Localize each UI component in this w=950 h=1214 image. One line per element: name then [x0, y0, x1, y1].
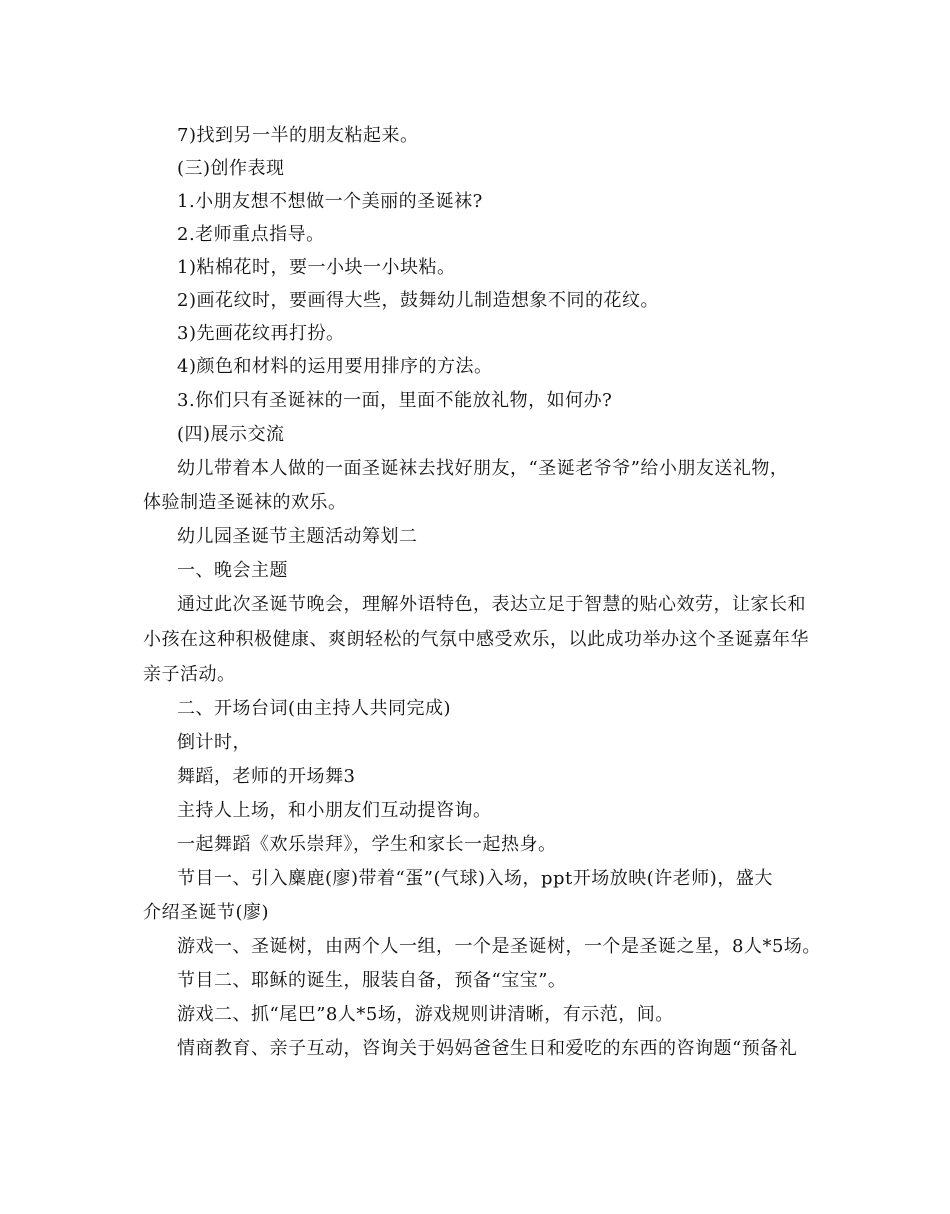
section-heading: (三)创作表现 [177, 158, 285, 179]
text-line: 2)画花纹时，要画得大些，鼓舞幼儿制造想象不同的花纹。 [177, 290, 659, 311]
text-line: 2.老师重点指导。 [177, 224, 325, 245]
text-line: 小孩在这种积极健康、爽朗轻松的气氛中感受欢乐，以此成功举办这个圣诞嘉年华 [143, 629, 809, 650]
text-line: 7)找到另一半的朋友粘起来。 [177, 125, 419, 146]
text-line: 舞蹈，老师的开场舞3 [177, 766, 356, 787]
text-line: 幼儿带着本人做的一面圣诞袜去找好朋友，“圣诞老爷爷”给小朋友送礼物， [177, 458, 789, 479]
text-line: 一起舞蹈《欢乐崇拜》，学生和家长一起热身。 [177, 834, 557, 855]
text-line: 3.你们只有圣诞袜的一面，里面不能放礼物，如何办? [177, 390, 613, 411]
text-line: 游戏一、圣诞树，由两个人一组，一个是圣诞树，一个是圣诞之星，8人*5场。 [177, 936, 821, 957]
text-line: 情商教育、亲子互动，咨询关于妈妈爸爸生日和爱吃的东西的咨询题“预备礼 [177, 1038, 798, 1059]
section-heading: 二、开场台词(由主持人共同完成) [177, 698, 452, 719]
text-line: 1)粘棉花时，要一小块一小块粘。 [177, 257, 456, 278]
text-line: 介绍圣诞节(廖) [143, 902, 270, 923]
text-line: 游戏二、抓“尾巴”8人*5场，游戏规则讲清晰，有示范，间。 [177, 1004, 674, 1025]
text-line: 1.小朋友想不想做一个美丽的圣诞袜? [177, 191, 483, 212]
text-line: 体验制造圣诞袜的欢乐。 [143, 492, 347, 513]
text-line: 亲子活动。 [143, 664, 236, 685]
text-line: 3)先画花纹再打扮。 [177, 323, 345, 344]
section-heading: (四)展示交流 [177, 424, 285, 445]
text-line: 通过此次圣诞节晚会，理解外语特色，表达立足于智慧的贴心效劳，让家长和 [177, 594, 806, 615]
text-line: 主持人上场，和小朋友们互动提咨询。 [177, 800, 492, 821]
section-heading: 一、晚会主题 [177, 560, 288, 581]
text-line: 4)颜色和材料的运用要用排序的方法。 [177, 356, 493, 377]
text-line: 倒计时， [177, 732, 251, 753]
text-line: 节目二、耶稣的诞生，服装自备，预备“宝宝”。 [177, 970, 567, 991]
text-line: 节目一、引入麋鹿(廖)带着“蛋”(气球)入场，ppt开场放映(许老师)，盛大 [177, 868, 773, 889]
document-title: 幼儿园圣诞节主题活动筹划二 [177, 526, 418, 547]
